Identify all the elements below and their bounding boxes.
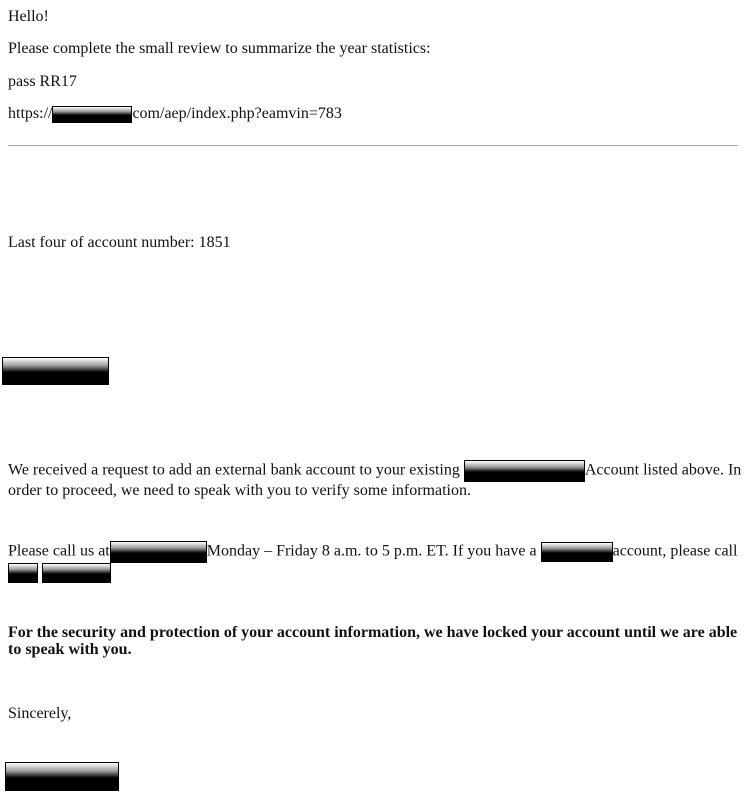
- redacted-account-type: [464, 460, 585, 482]
- redacted-logo: [2, 357, 109, 385]
- redacted-phone-2-continued: [42, 563, 111, 583]
- call-hours-text: Monday – Friday 8 a.m. to 5 p.m. ET. If you have a: [206, 542, 537, 560]
- redacted-phone-2: [8, 563, 38, 583]
- intro-text: Please complete the small review to summarize the year statistics:: [8, 40, 431, 57]
- greeting: Hello!: [8, 8, 49, 25]
- request-paragraph: [8, 460, 746, 499]
- call-text-end: account, please call: [612, 542, 738, 560]
- request-text-end: Account listed above. In order to proceed, we need to speak with you to verify some information.: [8, 461, 742, 499]
- review-link-prefix[interactable]: https://: [8, 105, 53, 122]
- redacted-account-name: [541, 542, 613, 562]
- redacted-domain: [52, 106, 132, 123]
- pass-code: pass RR17: [8, 73, 77, 90]
- review-link[interactable]: [8, 105, 342, 123]
- security-notice: For the security and protection of your account information, we have locked your account until we are able to speak with you.: [8, 624, 738, 658]
- horizontal-divider: [8, 145, 738, 146]
- account-number-line: Last four of account number: 1851: [8, 234, 231, 251]
- request-text-start: We received a request to add an external bank account to your existing: [8, 461, 460, 479]
- redacted-signature: [5, 762, 119, 791]
- redacted-phone: [110, 541, 207, 563]
- closing: Sincerely,: [8, 705, 72, 722]
- review-link-suffix[interactable]: com/aep/index.php?eamvin=783: [132, 105, 342, 122]
- call-text-start: Please call us at: [8, 542, 110, 560]
- call-paragraph: [8, 541, 746, 583]
